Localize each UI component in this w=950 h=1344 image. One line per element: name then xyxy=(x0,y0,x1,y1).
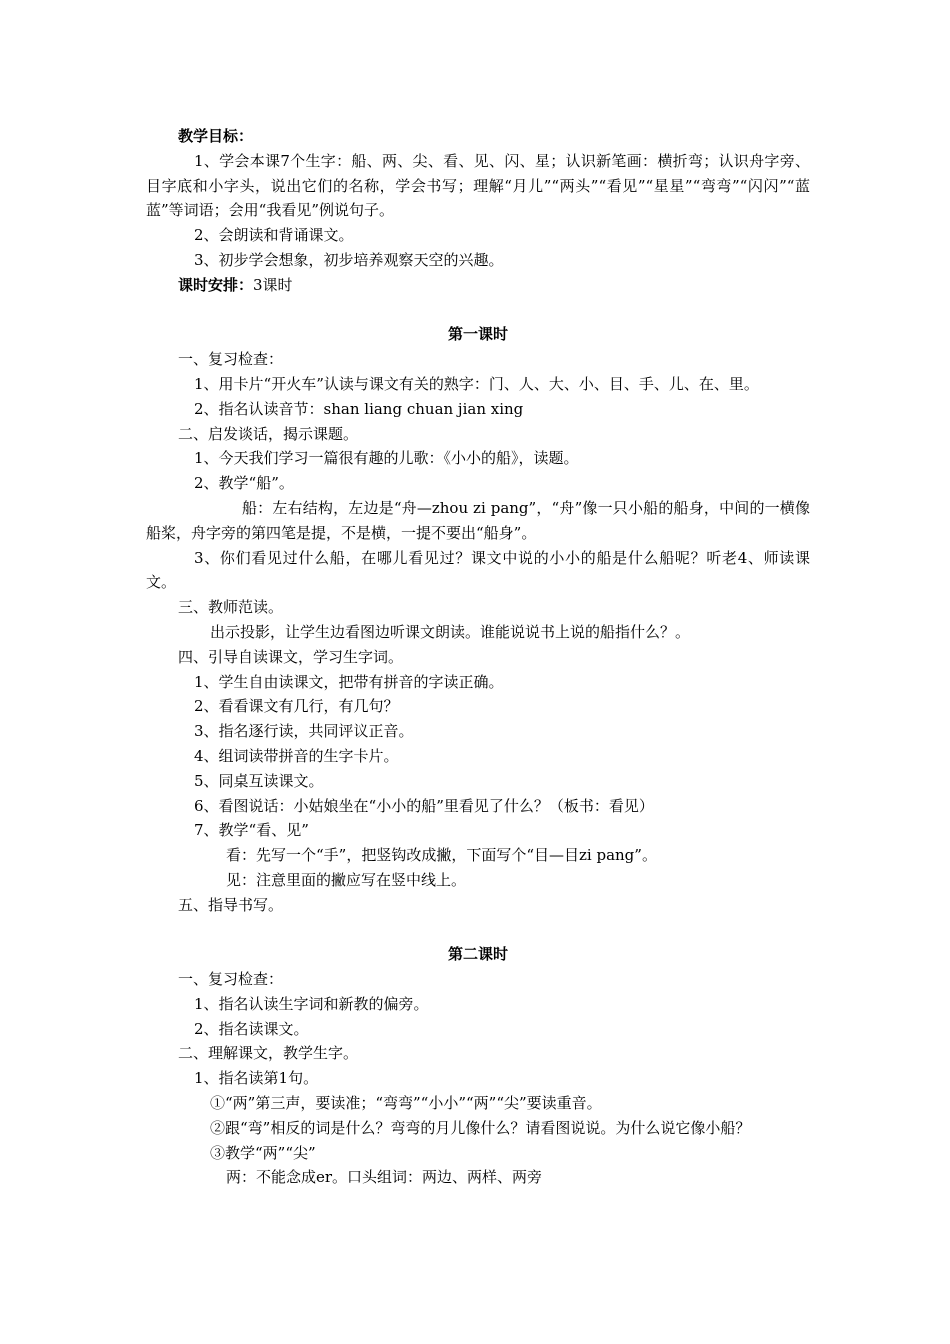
lesson1-item: 6、看图说话：小姑娘坐在“小小的船”里看见了什么？（板书：看见） xyxy=(194,796,654,815)
lesson2-subitem: ②跟“弯”相反的词是什么？弯弯的月儿像什么？请看图说说。为什么说它像小船？ xyxy=(210,1118,751,1137)
lesson2-subitem: ③教学“两”“尖” xyxy=(210,1143,316,1162)
lesson1-section-1: 一、复习检查： xyxy=(178,350,284,369)
document-body xyxy=(146,124,810,1190)
lesson1-item: 3、你们看见过什么船，在哪儿看见过？课文中说的小小的船是什么船呢？听老4、师读课文。 xyxy=(146,548,810,592)
schedule-value: 3课时 xyxy=(253,275,293,294)
goal-item-1: 1、学会本课7个生字：船、两、尖、看、见、闪、星；认识新笔画：横折弯；认识舟字旁、目字底和小字头，说出它们的名称，学会书写；理解“月儿”“两头”“看见”“星星”“弯弯”“闪闪”“蓝蓝”等词语；会用“我看见”例说句子。 xyxy=(146,151,810,220)
lesson1-note: 船：左右结构，左边是“舟—zhou zi pang”，“舟”像一只小船的船身，中间的一横像船桨，舟字旁的第四笔是提，不是横，一提不要出“船身”。 xyxy=(146,498,810,542)
lesson1-note: 出示投影，让学生边看图边听课文朗读。谁能说说书上说的船指什么？。 xyxy=(210,622,691,641)
schedule-line xyxy=(146,273,810,298)
spacer xyxy=(146,918,810,943)
lesson2-subitem: ①“两”第三声，要读准；“弯弯”“小小”“两”“尖”要读重音。 xyxy=(210,1094,602,1113)
lesson2-item: 1、指名认读生字词和新教的偏旁。 xyxy=(194,994,429,1013)
lesson1-item: 1、学生自由读课文，把带有拼音的字读正确。 xyxy=(194,672,504,691)
lesson1-item: 4、组词读带拼音的生字卡片。 xyxy=(194,746,399,765)
lesson1-item: 2、教学“船”。 xyxy=(194,474,294,493)
lesson2-item: 2、指名读课文。 xyxy=(194,1019,309,1038)
lesson1-item: 3、指名逐行读，共同评议正音。 xyxy=(194,722,414,741)
schedule-label: 课时安排： xyxy=(178,275,254,294)
lesson1-item: 2、指名认读音节：shan liang chuan jian xing xyxy=(194,399,524,418)
lesson1-item: 1、今天我们学习一篇很有趣的儿歌：《小小的船》，读题。 xyxy=(194,449,579,468)
lesson1-section-5: 五、指导书写。 xyxy=(178,895,284,914)
lesson1-item: 7、教学“看、见” xyxy=(194,821,309,840)
goal-item-2: 2、会朗读和背诵课文。 xyxy=(194,226,354,245)
lesson2-title: 第二课时 xyxy=(447,945,508,964)
lesson1-section-3: 三、教师范读。 xyxy=(178,598,284,617)
lesson1-note: 见：注意里面的撇应写在竖中线上。 xyxy=(226,870,467,889)
lesson1-item: 1、用卡片“开火车”认读与课文有关的熟字：门、人、大、小、目、手、儿、在、里。 xyxy=(194,374,759,393)
lesson1-title: 第一课时 xyxy=(447,325,508,344)
lesson2-section-1: 一、复习检查： xyxy=(178,970,284,989)
lesson2-note: 两：不能念成er。口头组词：两边、两样、两旁 xyxy=(226,1168,543,1187)
spacer xyxy=(146,298,810,323)
lesson2-section-2: 二、理解课文，教学生字。 xyxy=(178,1044,359,1063)
lesson1-section-4: 四、引导自读课文，学习生字词。 xyxy=(178,647,404,666)
lesson2-item: 1、指名读第1句。 xyxy=(194,1069,319,1088)
lesson1-section-2: 二、启发谈话，揭示课题。 xyxy=(178,424,359,443)
lesson1-item: 2、看看课文有几行，有几句？ xyxy=(194,697,399,716)
lesson1-item: 5、同桌互读课文。 xyxy=(194,771,324,790)
lesson1-note: 看：先写一个“手”，把竖钩改成撇，下面写个“目—目zi pang”。 xyxy=(226,846,657,865)
goal-item-3: 3、初步学会想象，初步培养观察天空的兴趣。 xyxy=(194,250,504,269)
goals-heading: 教学目标： xyxy=(178,127,254,145)
